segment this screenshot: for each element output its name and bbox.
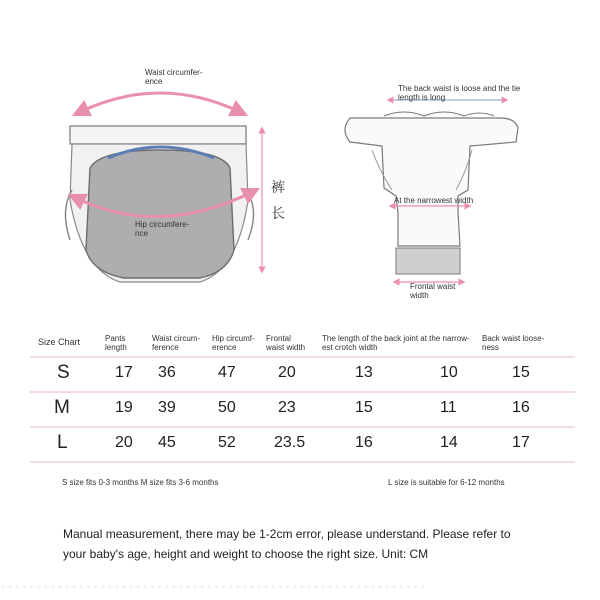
size-fit-note-right: L size is suitable for 6-12 months <box>388 478 505 487</box>
header-pants-length: Pants length <box>105 334 127 352</box>
looseness-cell: 15 <box>512 364 530 381</box>
frontal-cell: 20 <box>278 364 296 381</box>
table-header-row <box>30 328 575 356</box>
frontal-waist-width-label: Frontal waist width <box>410 282 456 300</box>
training-pants-front-illustration <box>65 93 262 282</box>
pants-length-char-2: 长 <box>271 205 285 221</box>
hip-cell: 52 <box>218 434 236 451</box>
size-cell: M <box>54 397 70 418</box>
waist-circumference-label: Waist circumfer- ence <box>145 68 203 86</box>
header-hip-circumference: Hip circumf- erence <box>212 334 255 352</box>
waist-cell: 45 <box>158 434 176 451</box>
back-joint-cell: 10 <box>440 364 458 381</box>
pants-length-cell: 19 <box>115 399 133 416</box>
header-size-chart: Size Chart <box>38 337 81 347</box>
table-row <box>30 356 575 391</box>
waist-cell: 39 <box>158 399 176 416</box>
back-joint-cell: 14 <box>440 434 458 451</box>
hip-cell: 50 <box>218 399 236 416</box>
header-back-waist-looseness: Back waist loose- ness <box>482 334 545 352</box>
hip-circumference-label: Hip circumfere- nce <box>135 220 190 238</box>
size-fit-note-left: S size fits 0-3 months M size fits 3-6 months <box>62 478 219 487</box>
table-row <box>30 426 575 463</box>
back-waist-label: The back waist is loose and the tie length is long <box>398 84 521 102</box>
pants-length-char-1: 裤 <box>271 179 285 195</box>
back-joint-cell: 11 <box>440 399 457 416</box>
waist-cell: 36 <box>158 364 176 381</box>
narrowest-cell: 13 <box>355 364 373 381</box>
header-back-joint-length: The length of the back joint at the narrow- est crotch width <box>322 334 470 352</box>
looseness-cell: 17 <box>512 434 530 451</box>
size-cell: S <box>57 362 70 383</box>
header-waist-circumference: Waist circum- ference <box>152 334 201 352</box>
looseness-cell: 16 <box>512 399 530 416</box>
narrowest-cell: 16 <box>355 434 373 451</box>
frontal-cell: 23 <box>278 399 296 416</box>
size-cell: L <box>57 432 68 453</box>
size-chart-table <box>30 328 575 463</box>
frontal-cell: 23.5 <box>274 434 306 451</box>
header-frontal-waist-width: Frontal waist width <box>266 334 306 352</box>
pants-length-cell: 17 <box>115 364 133 381</box>
narrowest-width-label: At the narrowest width <box>394 196 474 205</box>
watermark: ............................................................ <box>0 568 427 593</box>
pants-length-cell: 20 <box>115 434 133 451</box>
measurement-disclaimer: Manual measurement, there may be 1-2cm error, please understand. Please refer to your baby's age, height and weight to choose the right size. Unit: CM <box>63 527 511 561</box>
hip-cell: 47 <box>218 364 236 381</box>
table-row <box>30 391 575 426</box>
diaper-open-illustration <box>345 100 518 282</box>
narrowest-cell: 15 <box>355 399 373 416</box>
